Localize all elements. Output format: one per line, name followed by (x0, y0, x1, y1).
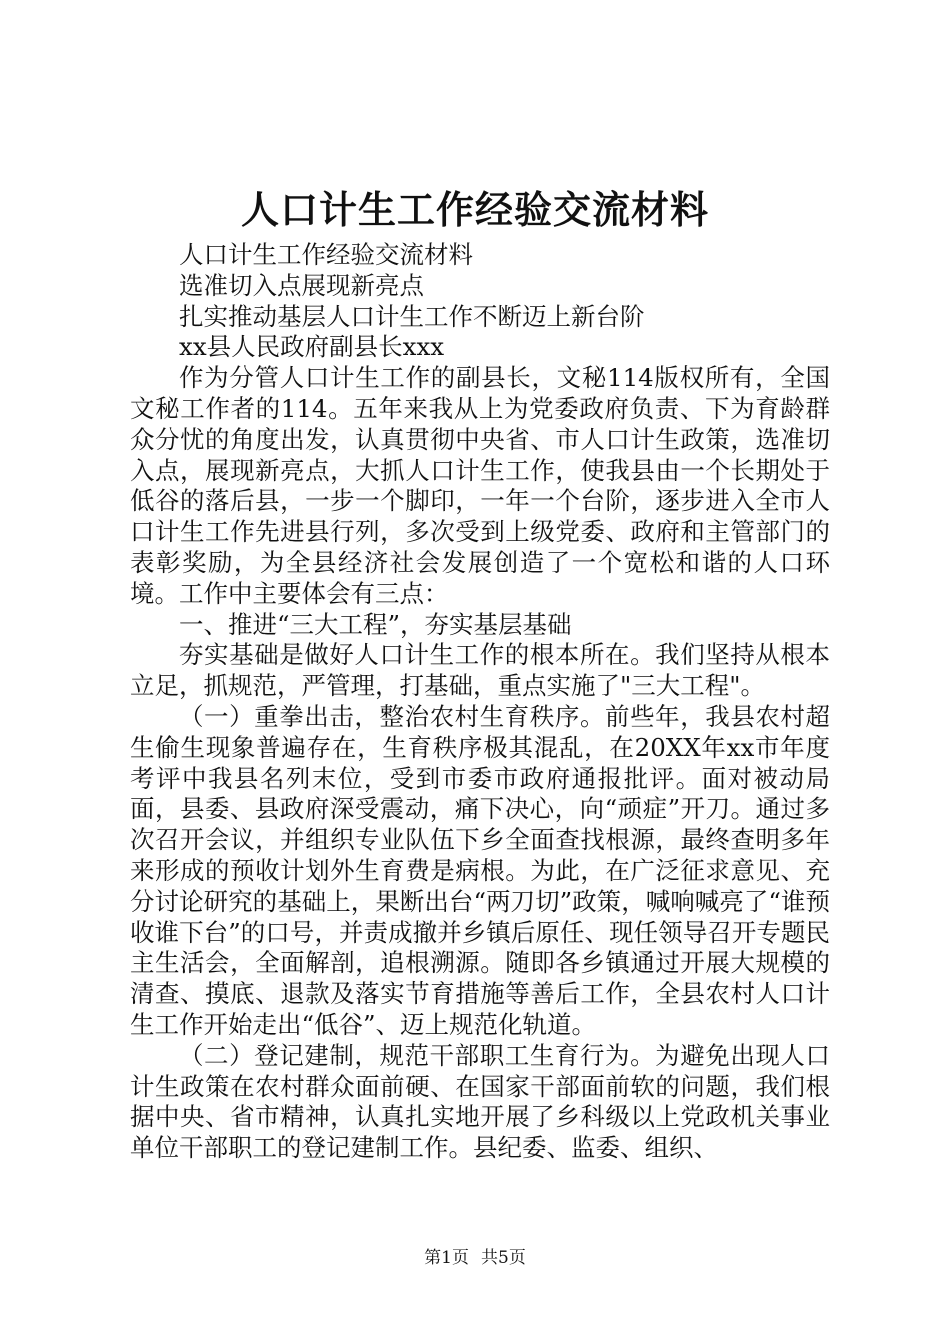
page-total: 共5页 (481, 1248, 526, 1268)
paragraph-headline-1: 选准切入点展现新亮点 (179, 270, 424, 300)
paragraph-author: xx县人民政府副县长xxx (179, 332, 445, 362)
paragraph-headline-2: 扎实推动基层人口计生工作不断迈上新台阶 (179, 301, 645, 331)
page-number: 第1页 (424, 1248, 469, 1268)
paragraph-section-1: 夯实基础是做好人口计生工作的根本所在。我们坚持从根本立足，抓规范，严管理，打基础，重点实施了"三大工程"。 (130, 640, 830, 701)
paragraph-item-2: （二）登记建制，规范干部职工生育行为。为避免出现人口计生政策在农村群众面前硬、在国家干部面前软的问题，我们根据中央、省市精神，认真扎实地开展了乡科级以上党政机关事业单位干部职工的登记建制工作。县纪委、监委、组织、 (130, 1040, 830, 1163)
page-footer (0, 1243, 950, 1268)
section-heading-1: 一、推进“三大工程”，夯实基层基础 (179, 609, 572, 639)
paragraph-intro: 作为分管人口计生工作的副县长，文秘114版权所有，全国文秘工作者的114。五年来我从上为党委政府负责、下为育龄群众分忧的角度出发，认真贯彻中央省、市人口计生政策，选准切入点，展现新亮点，大抓人口计生工作，使我县由一个长期处于低谷的落后县，一步一个脚印，一年一个台阶，逐步进入全市人口计生工作先进县行列，多次受到上级党委、政府和主管部门的表彰奖励，为全县经济社会发展创造了一个宽松和谐的人口环境。工作中主要体会有三点： (130, 363, 830, 608)
paragraph-item-1: （一）重拳出击，整治农村生育秩序。前些年，我县农村超生偷生现象普遍存在，生育秩序极其混乱，在20XX年xx市年度考评中我县名列末位，受到市委市政府通报批评。面对被动局面，县委、县政府深受震动，痛下决心，向“顽症”开刀。通过多次召开会议，并组织专业队伍下乡全面查找根源，最终查明多年来形成的预收计划外生育费是病根。为此，在广泛征求意见、充分讨论研究的基础上，果断出台“两刀切”政策，喊响喊亮了“谁预收谁下台”的口号，并责成撤并乡镇后原任、现任领导召开专题民主生活会，全面解剖，追根溯源。随即各乡镇通过开展大规模的清查、摸底、退款及落实节育措施等善后工作，全县农村人口计生工作开始走出“低谷”、迈上规范化轨道。 (130, 701, 830, 1039)
document-title: 人口计生工作经验交流材料 (240, 187, 709, 232)
document-body (130, 240, 830, 1164)
paragraph-subtitle: 人口计生工作经验交流材料 (179, 240, 473, 269)
